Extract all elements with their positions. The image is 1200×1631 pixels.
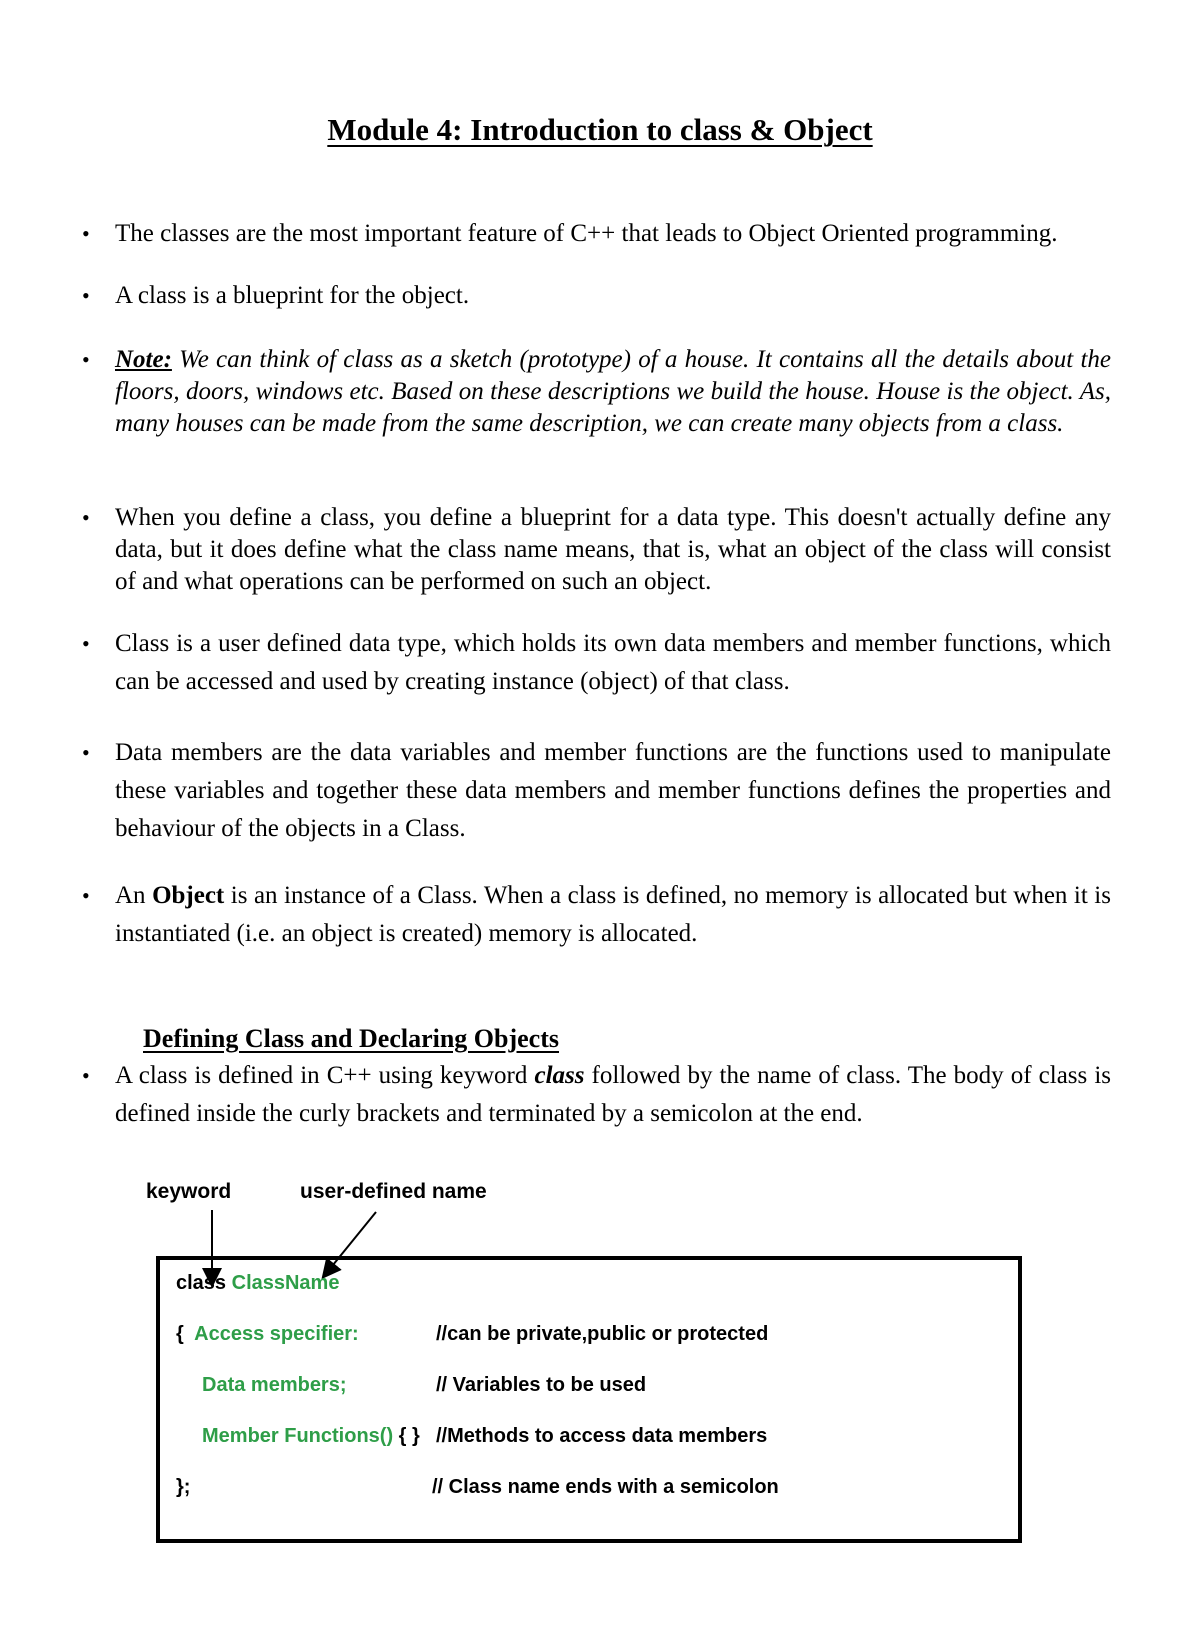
code-comment-data-members: // Variables to be used — [436, 1374, 647, 1396]
note-bullet — [115, 344, 1111, 440]
code-line-member-functions: Member Functions() { } — [202, 1425, 420, 1447]
code-comment-access: //can be private,public or protected — [436, 1323, 769, 1345]
class-syntax-diagram — [140, 1180, 1040, 1560]
bullet-item: • A class is defined in C++ using keyword class followed by the name of class. The body of class is defined inside the curly brackets and terminated by a semicolon at the end. — [115, 1057, 1111, 1133]
code-comment-member-functions: //Methods to access data members — [436, 1425, 768, 1447]
bullet-item: • A class is a blueprint for the object. — [115, 280, 1111, 312]
class-keyword-term: class — [534, 1062, 585, 1089]
user-defined-name-label: user-defined name — [300, 1180, 487, 1203]
note-label: Note: — [115, 346, 172, 373]
code-line-data-members: Data members; — [202, 1374, 347, 1396]
section-heading: Defining Class and Declaring Objects — [143, 1024, 559, 1053]
bullet-item: • The classes are the most important feature of C++ that leads to Object Oriented programming. — [115, 218, 1111, 250]
code-line-class: class ClassName — [176, 1272, 340, 1294]
object-term: Object — [152, 882, 225, 909]
bullet-item: • Data members are the data variables and member functions are the functions used to manipulate these variables and together these data members and member functions defines the properties and behaviour of the objects in a Class. — [115, 734, 1111, 848]
page-title: Module 4: Introduction to class & Object — [327, 112, 873, 147]
code-line-closing: }; — [176, 1476, 191, 1498]
keyword-label: keyword — [146, 1180, 232, 1203]
code-line-access: { Access specifier: — [176, 1323, 359, 1345]
code-comment-closing: // Class name ends with a semicolon — [432, 1476, 779, 1498]
note-text: We can think of class as a sketch (prototype) of a house. It contains all the details about the floors, doors, windows etc. Based on these descriptions we build the house. House is the object. As, many houses can be made from the same description, we can create many objects from a class. — [115, 346, 1111, 437]
code-box — [156, 1256, 1022, 1543]
bullet-item: • An Object is an instance of a Class. When a class is defined, no memory is allocated but when it is instantiated (i.e. an object is created) memory is allocated. — [115, 877, 1111, 953]
bullet-item: • Class is a user defined data type, which holds its own data members and member functions, which can be accessed and used by creating instance (object) of that class. — [115, 625, 1111, 701]
bullet-item: • When you define a class, you define a blueprint for a data type. This doesn't actually define any data, but it does define what the class name means, that is, what an object of the class will consist of and what operations can be performed on such an object. — [115, 502, 1111, 598]
